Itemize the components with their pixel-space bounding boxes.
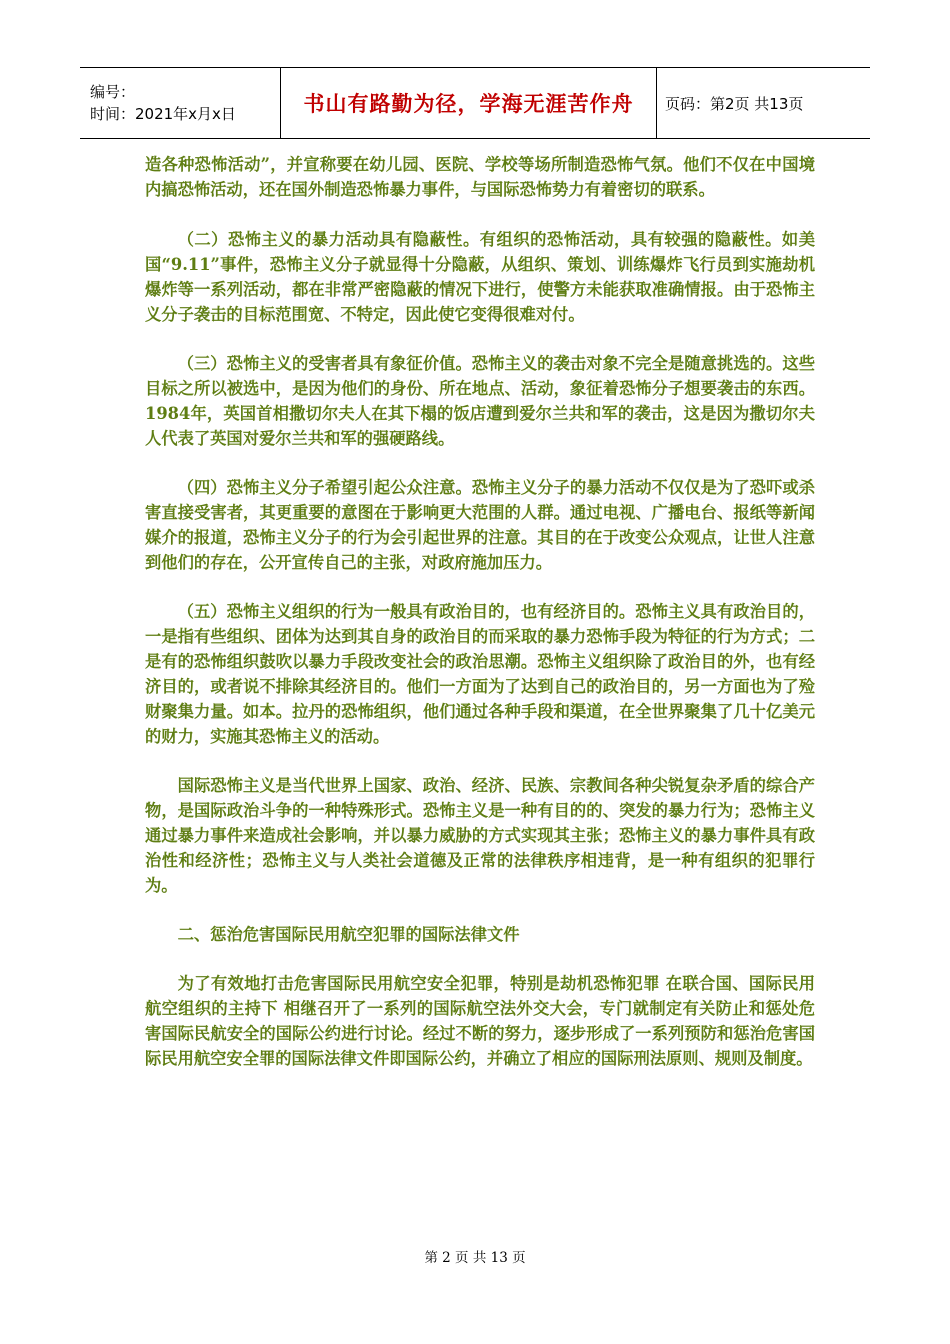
- page-footer: 第 2 页 共 13 页: [424, 1250, 526, 1266]
- paragraph-public-attention: （四）恐怖主义分子希望引起公众注意。恐怖主义分子的暴力活动不仅仅是为了恐吓或杀害直接受害者，其更重要的意图在于影响更大范围的人群。通过电视、广播电台、报纸等新闻媒介的报道，恐怖主义分子的行为会引起世界的注意。其目的在于改变公众观点，让世人注意到他们的存在，公开宣传自己的主张，对政府施加压力。: [145, 478, 815, 572]
- date-label: 时间：2021年x月x日: [90, 105, 236, 123]
- paragraph-legal-instruments: 为了有效地打击危害国际民用航空安全犯罪，特别是劫机恐怖犯罪 在联合国、国际民用航空组织的主持下 相继召开了一系列的国际航空法外交大会，专门就制定有关防止和惩处危害国际民航安全的国际公约进行讨论。经过不断的努力，逐步形成了一系列预防和惩治危害国际民用航空安全罪的国际法律文件即国际公约，并确立了相应的国际刑法原则、规则及制度。: [145, 974, 815, 1068]
- page-header: [80, 67, 870, 139]
- paragraph-concealment: （二）恐怖主义的暴力活动具有隐蔽性。有组织的恐怖活动，具有较强的隐蔽性。如美国“9.11”事件，恐怖主义分子就显得十分隐蔽，从组织、策划、训练爆炸飞行员到实施劫机爆炸等一系列活动，都在非常严密隐蔽的情况下进行，使警方未能获取准确情报。由于恐怖主义分子袭击的目标范围宽、不特定，因此使它变得很难对付。: [145, 230, 815, 324]
- paragraph-political-economic-goals: （五）恐怖主义组织的行为一般具有政治目的，也有经济目的。恐怖主义具有政治目的，一是指有些组织、团体为达到其自身的政治目的而采取的暴力恐怖手段为特征的行为方式；二是有的恐怖组织鼓吹以暴力手段改变社会的政治思潮。恐怖主义组织除了政治目的外，也有经济目的，或者说不排除其经济目的。他们一方面为了达到自己的政治目的，另一方面也为了殓财聚集力量。如本。拉丹的恐怖组织，他们通过各种手段和渠道，在全世界聚集了几十亿美元的财力，实施其恐怖主义的活动。: [145, 602, 815, 746]
- paragraph-summary: 国际恐怖主义是当代世界上国家、政治、经济、民族、宗教间各种尖锐复杂矛盾的综合产物，是国际政治斗争的一种特殊形式。恐怖主义是一种有目的的、突发的暴力行为；恐怖主义通过暴力事件来造成社会影响，并以暴力威胁的方式实现其主张；恐怖主义的暴力事件具有政治性和经济性；恐怖主义与人类社会道德及正常的法律秩序相违背，是一种有组织的犯罪行为。: [145, 776, 815, 895]
- header-motto: 书山有路勤为径，学海无涯苦作舟: [281, 68, 657, 138]
- header-meta: [80, 68, 281, 138]
- section-heading: 二、惩治危害国际民用航空犯罪的国际法律文件: [177, 925, 520, 944]
- number-label: 编号：: [90, 83, 136, 101]
- document-body: [145, 152, 815, 1095]
- paragraph-symbolic-victims: （三）恐怖主义的受害者具有象征价值。恐怖主义的袭击对象不完全是随意挑选的。这些目标之所以被选中，是因为他们的身份、所在地点、活动，象征着恐怖分子想要袭击的东西。1984年，英国首相撒切尔夫人在其下榻的饭店遭到爱尔兰共和军的袭击，这是因为撒切尔夫人代表了英国对爱尔兰共和军的强硬路线。: [145, 354, 815, 448]
- paragraph-continuation: 造各种恐怖活动”，并宣称要在幼儿园、医院、学校等场所制造恐怖气氛。他们不仅在中国境内搞恐怖活动，还在国外制造恐怖暴力事件，与国际恐怖势力有着密切的联系。: [145, 155, 815, 199]
- header-page-info: 页码：第2页 共13页: [665, 94, 804, 113]
